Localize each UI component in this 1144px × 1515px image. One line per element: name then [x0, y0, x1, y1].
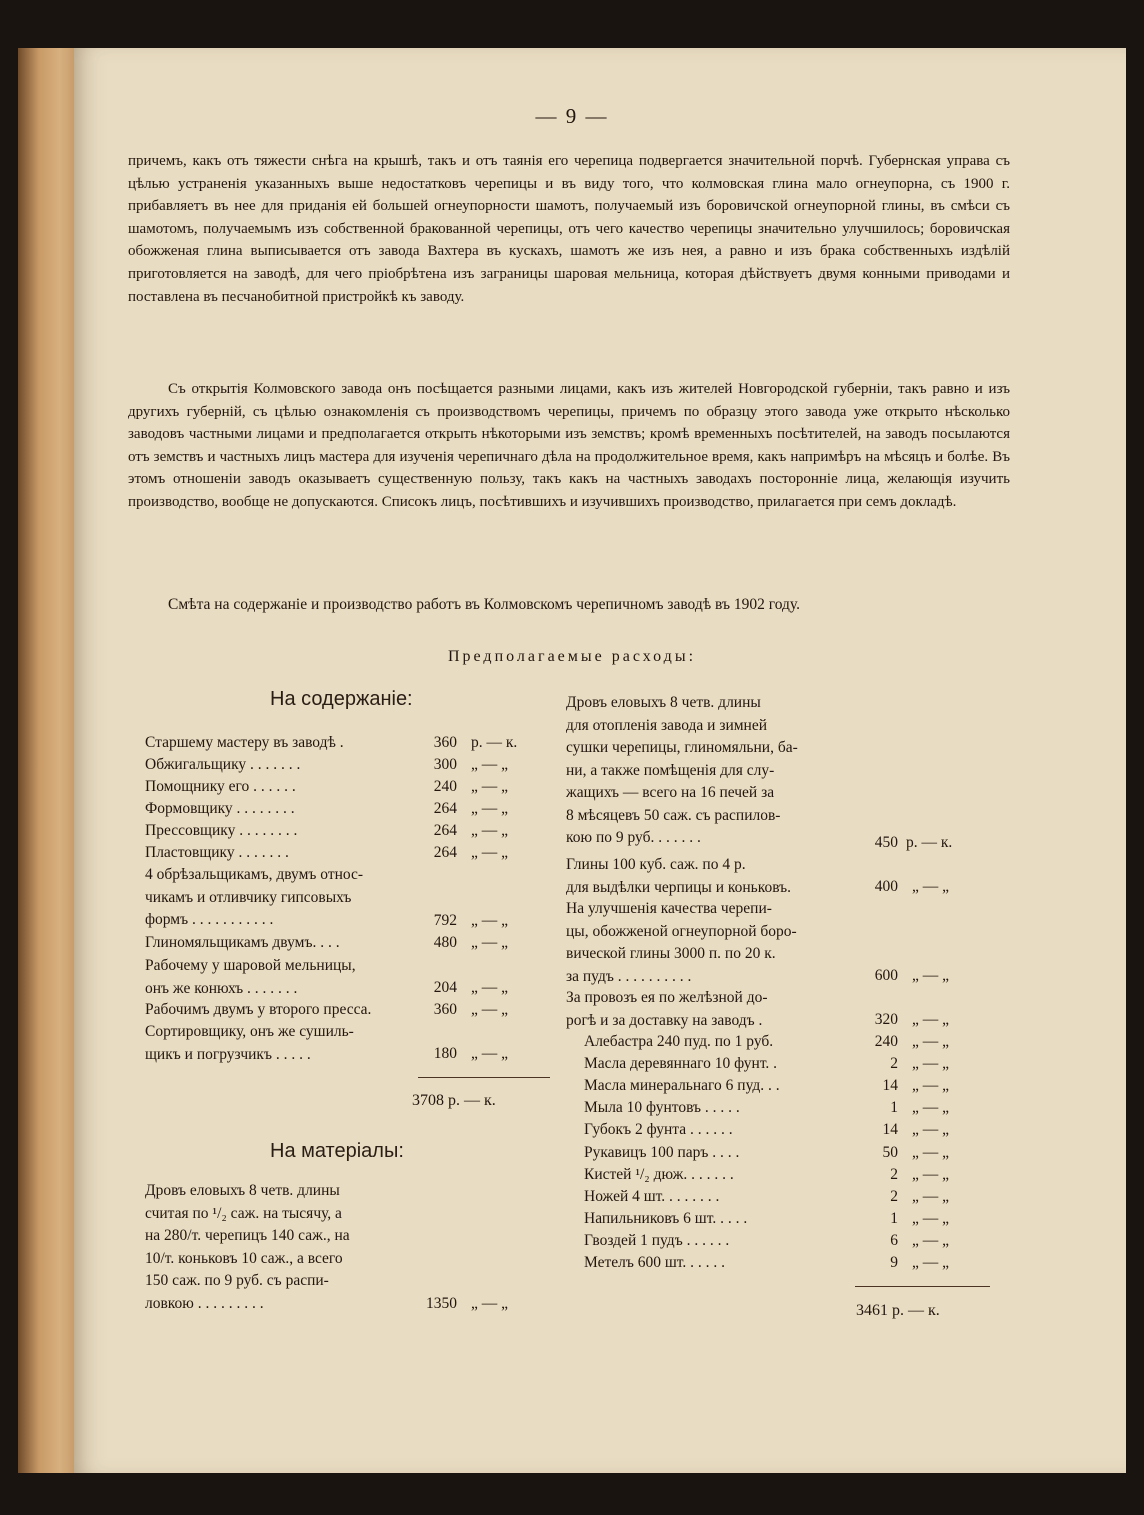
unit: „ — „	[471, 822, 509, 839]
maintenance-row-cutters	[145, 864, 405, 932]
maintenance-total: 3708 р. — к.	[412, 1092, 496, 1109]
page-number: — 9 —	[535, 104, 609, 128]
unit: р. — к.	[906, 834, 953, 851]
amount: 14	[882, 1077, 898, 1095]
label: Алебастра 240 пуд. по 1 руб.	[584, 1033, 774, 1050]
line: Дровъ еловыхъ 8 четв. длины	[566, 694, 761, 711]
amount: 264	[433, 800, 457, 817]
amount: 6	[890, 1231, 898, 1249]
maintenance-sum-rule	[418, 1077, 550, 1078]
line: За провозъ ея по желѣзной до-	[566, 989, 768, 1006]
line: 8 мѣсяцевъ 50 саж. съ распилов-	[566, 806, 781, 824]
label: Рукавицъ 100 паръ . . . .	[584, 1143, 740, 1161]
amount: 300	[433, 756, 457, 773]
line: Глины 100 куб. саж. по 4 р.	[566, 856, 746, 873]
line: 4 обрѣзальщикамъ, двумъ относ-	[145, 866, 364, 883]
line: щикъ и погрузчикъ . . . . .	[145, 1045, 311, 1063]
unit: „ — „	[912, 1209, 950, 1227]
amount: 480	[433, 934, 457, 951]
paragraph-1: причемъ, какъ отъ тяжести снѣга на крышѣ, такъ и отъ таянія его черепица подвергается значительной порчѣ. Губернская управа съ цѣлью устраненія указанныхъ выше недостатковъ черепицы и въ виду того, что колмовская глина мало огнеупорна, съ 1900 г. прибавляетъ въ нее для приданія ей большей огнеупорности шамотъ, получаемый изъ боровичской огнеупорной глины, въ смѣси съ шамотомъ, получаемымъ изъ собственной бракованной черепицы, отъ чего качество черепицы значительно улучшилось; боровичская обожженая глина выписывается отъ завода Вахтера въ кускахъ, шамотъ же изъ нея, а равно и изъ брака собственныхъ издѣлій приготовляется на заводѣ, для чего пріобрѣтена изъ заграницы шаровая мельница, которая дѣйствуетъ двумя конными приводами и поставлена въ песчанобитной пристройкѣ къ заводу.	[128, 153, 1010, 305]
label: Кистей ¹/₂ дюж. . . . . . .	[584, 1165, 734, 1183]
right-row-clay	[566, 854, 848, 899]
line: на 280/т. черепицъ 140 саж., на	[145, 1227, 350, 1244]
right-row-transport	[566, 987, 848, 1032]
amount: 320	[874, 1011, 898, 1028]
label: Формовщику . . . . . . . .	[145, 800, 295, 817]
label: Обжигальщику . . . . . . .	[145, 756, 301, 773]
amount: 792	[433, 912, 457, 929]
unit: „ — „	[912, 1033, 950, 1050]
amount: 360	[433, 1001, 457, 1018]
amount: 240	[874, 1033, 898, 1050]
materials-row-firewood	[145, 1180, 405, 1315]
unit: „ — „	[912, 967, 950, 984]
amount: 360	[433, 734, 457, 751]
amount: 1	[890, 1099, 898, 1117]
unit: „ — „	[912, 1254, 950, 1271]
label: Метелъ 600 шт. . . . . .	[584, 1254, 726, 1271]
unit: „ — „	[471, 1295, 509, 1312]
amount: 180	[433, 1045, 457, 1062]
amount: 264	[433, 822, 457, 839]
unit: „ — „	[912, 1055, 950, 1073]
label: Масла деревяннаго 10 фунт. .	[584, 1055, 778, 1073]
unit: „ — „	[912, 1099, 950, 1117]
label: Прессовщику . . . . . . . .	[145, 822, 298, 839]
expenses-heading: Предполагаемые расходы:	[447, 648, 697, 665]
line: онъ же конюхъ . . . . . . .	[145, 979, 298, 997]
unit: „ — „	[471, 800, 509, 817]
amount: 264	[433, 844, 457, 861]
line: ловкою . . . . . . . . .	[145, 1294, 264, 1312]
line: кою по 9 руб. . . . . . .	[566, 829, 701, 846]
label: Гвоздей 1 пудъ . . . . . .	[584, 1231, 730, 1249]
label: Губокъ 2 фунта . . . . . .	[584, 1121, 733, 1139]
materials-sum-rule	[855, 1286, 990, 1287]
line: формъ . . . . . . . . . . .	[145, 911, 274, 928]
line: считая по ¹/₂ саж. на тысячу, а	[145, 1204, 342, 1222]
label: Ножей 4 шт. . . . . . . .	[584, 1187, 720, 1205]
book-spine	[18, 48, 78, 1473]
maintenance-row-mill-worker	[145, 955, 405, 1000]
label: Напильниковъ 6 шт. . . . .	[584, 1209, 748, 1227]
amount: 204	[433, 979, 457, 996]
label: Помощнику его . . . . . .	[145, 778, 296, 795]
unit: „ — „	[471, 756, 509, 773]
unit: „ — „	[912, 1187, 950, 1205]
line: для отопленія завода и зимней	[566, 716, 768, 734]
unit: „ — „	[471, 912, 509, 929]
label: Пластовщику . . . . . . .	[145, 844, 289, 861]
line: 150 саж. по 9 руб. съ распи-	[145, 1272, 329, 1289]
unit: „ — „	[912, 1077, 950, 1095]
amount: 9	[890, 1254, 898, 1271]
line: Сортировщику, онъ же сушиль-	[145, 1023, 354, 1040]
right-row-quality	[566, 898, 848, 988]
unit: „ — „	[912, 1231, 950, 1249]
amount: 1350	[426, 1295, 457, 1312]
materials-total: 3461 р. — к.	[856, 1302, 940, 1319]
label: Старшему мастеру въ заводѣ .	[145, 734, 344, 751]
maintenance-row-sorter	[145, 1021, 405, 1066]
line: сушки черепицы, глиномяльни, ба-	[566, 739, 798, 756]
amount: 600	[874, 967, 898, 984]
amount: 450	[874, 834, 898, 851]
unit: „ — „	[471, 1045, 509, 1062]
unit: „ — „	[912, 1165, 950, 1183]
line: жащихъ — всего на 16 печей за	[566, 784, 775, 801]
line: Рабочему у шаровой мельницы,	[145, 957, 356, 974]
label: Масла минеральнаго 6 пуд. . .	[584, 1077, 780, 1095]
maintenance-heading: На содержаніе:	[270, 688, 413, 710]
unit: „ — „	[912, 1011, 950, 1028]
materials-heading: На матеріалы:	[270, 1140, 404, 1162]
label: Мыла 10 фунтовъ . . . . .	[584, 1099, 740, 1117]
line: для выдѣлки черпицы и коньковъ.	[566, 878, 792, 896]
amount: 1	[890, 1209, 898, 1227]
line: На улучшенія качества черепи-	[566, 900, 772, 917]
unit: „ — „	[471, 979, 509, 996]
amount: 50	[882, 1143, 898, 1161]
right-row-firewood-heating	[566, 692, 848, 850]
line: за пудъ . . . . . . . . . .	[566, 967, 692, 985]
unit: „ — „	[912, 1121, 950, 1139]
unit: „ — „	[912, 878, 950, 895]
amount: 400	[874, 878, 898, 895]
unit: „ — „	[471, 934, 509, 951]
amount: 2	[890, 1187, 898, 1205]
unit: „ — „	[471, 778, 509, 795]
line: цы, обожженой огнеупорной боро-	[566, 922, 797, 940]
label: Глиномяльщикамъ двумъ. . . .	[145, 934, 340, 951]
line: вичеcкой глины 3000 п. по 20 к.	[566, 945, 776, 962]
amount: 14	[882, 1121, 898, 1139]
label: Рабочимъ двумъ у второго пресса.	[145, 1001, 372, 1018]
estimate-title: Смѣта на содержаніе и производство работъ въ Колмовскомъ черепичномъ заводѣ въ 1902 году.	[168, 596, 800, 613]
paragraph-2: Съ открытія Колмовского завода онъ посѣщается разными лицами, какъ изъ жителей Новгородской губерніи, такъ равно и изъ другихъ губерній, съ цѣлью ознакомленія съ производствомъ черепицы, причемъ по образцу этого завода уже открыто нѣсколько заводовъ частными лицами и предполагается открыть нѣкоторыми изъ земствъ; кромѣ временныхъ посѣтителей, на заводъ посылаются отъ земствъ и частныхъ лицъ мастера для изученія черепичнаго дѣла на продолжительное время, какъ напримѣръ на мѣсяцъ и болѣе. Въ этомъ отношеніи заводъ оказываетъ существенную пользу, такъ какъ на частныхъ заводахъ посторонніе лица, желающія изучить производство, вообще не допускаются. Списокъ лицъ, посѣтившихъ и изучившихъ производство, прилагается при семъ докладѣ.	[128, 381, 1010, 510]
unit: „ — „	[912, 1143, 950, 1161]
line: ни, а также помѣщенія для слу-	[566, 761, 775, 779]
amount: 2	[890, 1055, 898, 1073]
unit: „ — „	[471, 1001, 509, 1018]
unit: „ — „	[471, 844, 509, 861]
amount: 240	[433, 778, 457, 795]
line: чикамъ и отливчику гипсовыхъ	[145, 888, 352, 906]
amount: 2	[890, 1165, 898, 1183]
line: Дровъ еловыхъ 8 четв. длины	[145, 1182, 340, 1199]
unit: р. — к.	[471, 734, 518, 751]
line: рогѣ и за доставку на заводъ .	[566, 1011, 763, 1029]
line: 10/т. коньковъ 10 саж., а всего	[145, 1249, 343, 1267]
